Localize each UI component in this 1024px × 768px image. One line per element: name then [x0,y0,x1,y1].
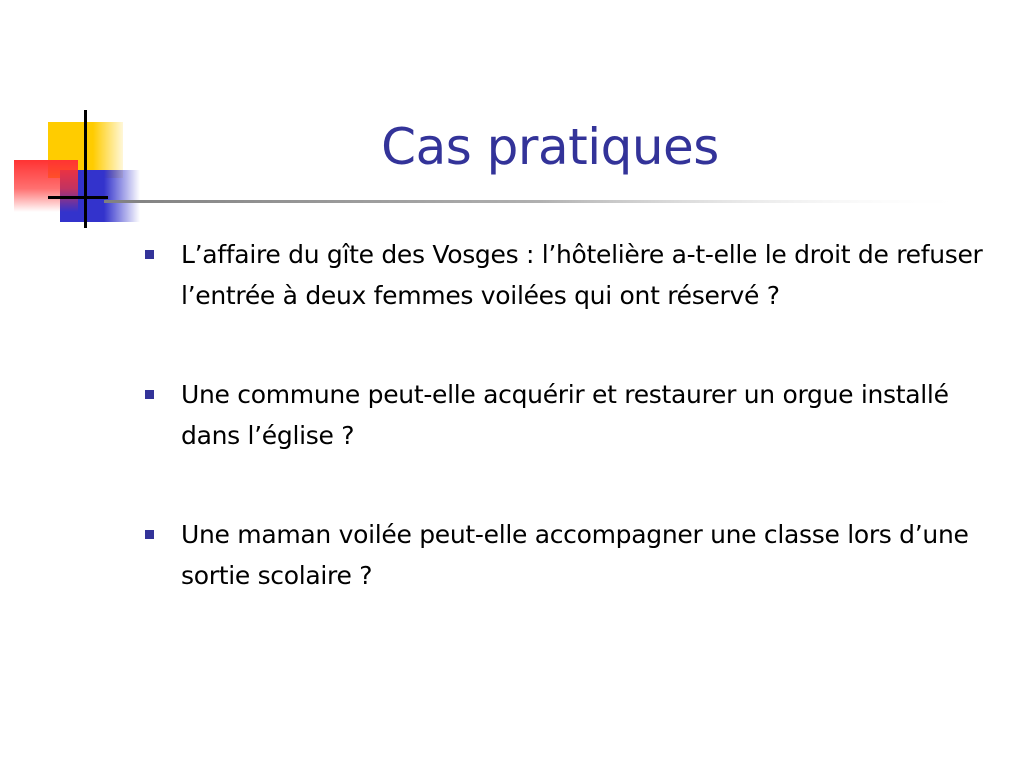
square-bullet-icon [145,390,154,399]
bullet-text: L’affaire du gîte des Vosges : l’hôtelière a-t-elle le droit de refuser l’entrée à deux femmes voilées qui ont réservé ? [181,240,983,310]
bullet-list [143,234,1003,654]
bullet-item [143,234,1003,316]
title-underline-rule [104,200,974,203]
logo-horizontal-line [48,196,108,199]
bullet-text: Une maman voilée peut-elle accompagner une classe lors d’une sortie scolaire ? [181,520,969,590]
bullet-item [143,514,1003,596]
bullet-text: Une commune peut-elle acquérir et restaurer un orgue installé dans l’église ? [181,380,949,450]
logo-vertical-line [84,110,87,228]
square-bullet-icon [145,250,154,259]
slide-title: Cas pratiques [381,118,719,176]
square-bullet-icon [145,530,154,539]
bullet-item [143,374,1003,456]
logo-red-square [14,160,78,212]
